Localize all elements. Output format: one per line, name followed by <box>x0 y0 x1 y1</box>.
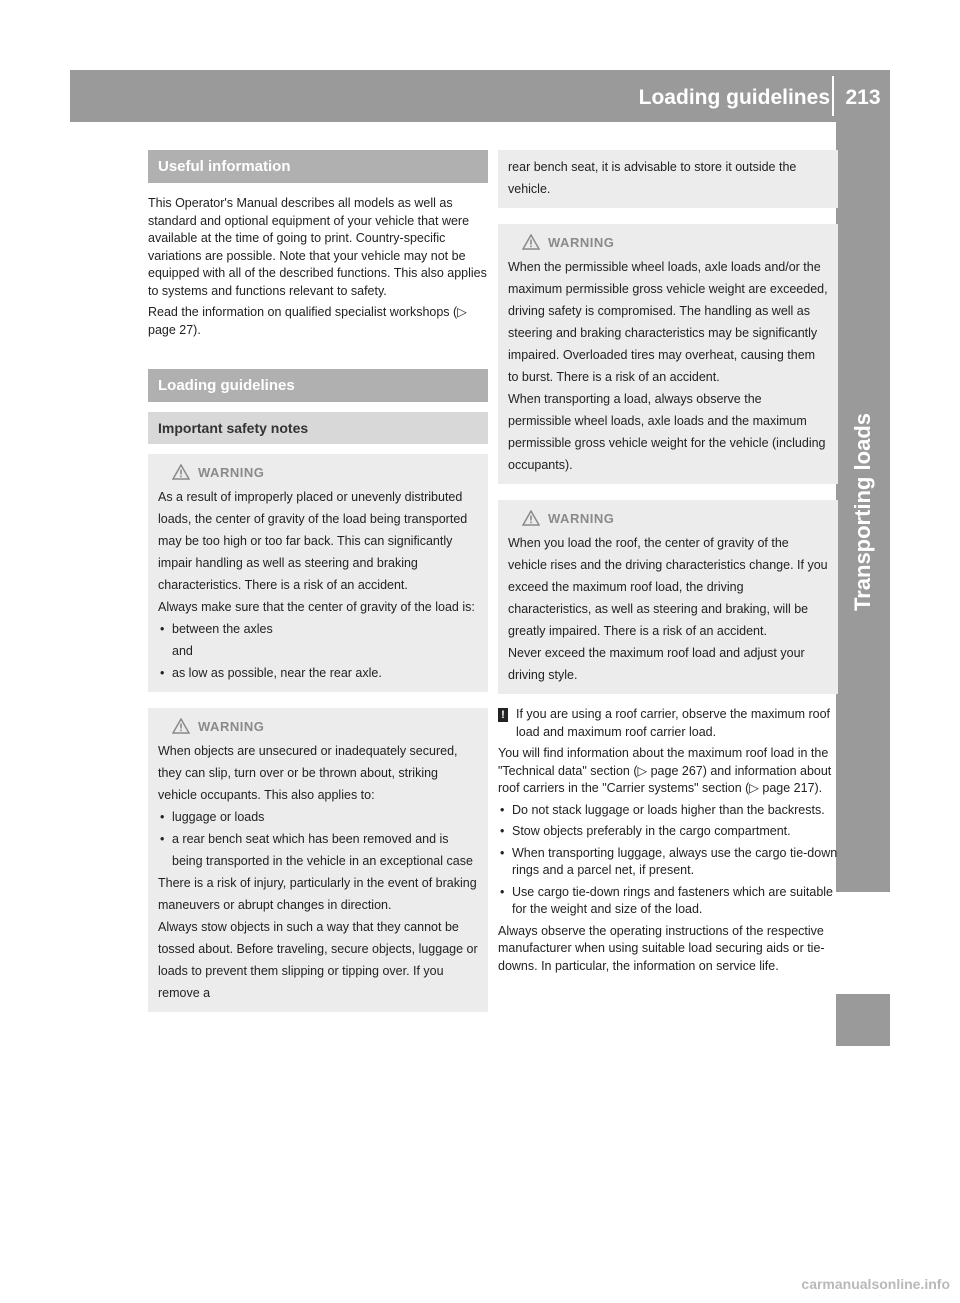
chapter-tab-label: Transporting loads <box>850 412 875 612</box>
bullet: • <box>160 622 165 636</box>
warning-box <box>498 224 838 484</box>
warning-header <box>158 464 478 480</box>
paragraph: Read the information on qualified specialist workshops (▷ page 27). <box>148 305 467 337</box>
list-item: • as low as possible, near the rear axle. <box>158 662 478 684</box>
warning-triangle-icon <box>172 464 190 480</box>
bullet-list <box>158 618 478 684</box>
warning-text: Never exceed the maximum roof load and adjust your driving style. <box>508 646 805 682</box>
warning-text: When transporting a load, always observe the permissible wheel loads, axle loads and the maximum permissible gross vehicle weight for the vehicle (including occupants). <box>508 392 826 472</box>
warning-text: Always make sure that the center of gravity of the load is: <box>158 600 475 614</box>
warning-triangle-icon <box>522 510 540 526</box>
bullet: • <box>500 845 505 860</box>
warning-box <box>148 454 488 692</box>
warning-label: WARNING <box>548 234 615 250</box>
left-column <box>148 150 488 1012</box>
warning-text: When you load the roof, the center of gravity of the vehicle rises and the driving characteristics change. If you exceed the maximum roof load, the driving characteristics, as well as steering and braking, will be greatly impaired. There is a risk of an accident. <box>508 536 828 638</box>
list-item: • Use cargo tie-down rings and fasteners which are suitable for the weight and size of the load. <box>500 884 834 916</box>
list-item: • between the axles <box>158 618 478 640</box>
bullet: • <box>160 832 165 846</box>
warning-label: WARNING <box>198 464 265 480</box>
list-item: • When transporting luggage, always use the cargo tie-down rings and a parcel net, if present. <box>500 845 838 877</box>
warning-box <box>498 500 838 694</box>
bullet: • <box>160 666 165 680</box>
page-number: 213 <box>845 86 881 109</box>
right-column <box>498 150 838 979</box>
warning-text: There is a risk of injury, particularly in the event of braking maneuvers or abrupt changes in direction. <box>158 876 477 912</box>
bullet: • <box>500 884 505 899</box>
warning-header <box>508 234 828 250</box>
list-item: • a rear bench seat which has been removed and is being transported in the vehicle in an exceptional case <box>158 828 478 872</box>
list-item: • Stow objects preferably in the cargo compartment. <box>498 823 838 841</box>
bullet: • <box>500 802 505 817</box>
bullet-list <box>158 806 478 872</box>
warning-triangle-icon <box>522 234 540 250</box>
list-item: • luggage or loads <box>158 806 478 828</box>
warning-label: WARNING <box>198 718 265 734</box>
note <box>498 706 838 741</box>
warning-text: rear bench seat, it is advisable to store it outside the vehicle. <box>508 160 797 196</box>
warning-text: When the permissible wheel loads, axle loads and/or the maximum permissible gross vehicle weight are exceeded, driving safety is compromised. The handling as well as steering and braking characteristics may be significantly impaired. Overloaded tires may overheat, causing them to burst. There is a risk of an accident. <box>508 260 828 384</box>
warning-triangle-icon <box>172 718 190 734</box>
warning-text: As a result of improperly placed or unevenly distributed loads, the center of gravity of the load being transported may be too high or too far back. This can significantly impair handling as well as steering and braking characteristics. There is a risk of an accident. <box>158 490 468 592</box>
paragraph: Always observe the operating instructions of the respective manufacturer when using suitable load securing aids or tie-downs. In particular, the information on service life. <box>498 923 825 973</box>
section-heading-loading-guidelines: Loading guidelines <box>148 369 488 402</box>
bullet-list <box>498 802 838 919</box>
warning-header <box>508 510 828 526</box>
subheading-important-safety-notes: Important safety notes <box>148 412 488 444</box>
note-text: If you are using a roof carrier, observe the maximum roof load and maximum roof carrier load. <box>516 707 831 739</box>
list-item: and <box>172 644 193 658</box>
paragraph: You will find information about the maximum roof load in the "Technical data" section (▷ page 267) and information about roof carriers in the "Carrier systems" section (▷ page 217). <box>498 746 832 795</box>
watermark: carmanualsonline.info <box>801 1276 950 1292</box>
warning-box <box>148 708 488 1012</box>
exclamation-icon: ! <box>498 708 508 722</box>
warning-box-continued <box>498 150 838 208</box>
warning-text: Always stow objects in such a way that they cannot be tossed about. Before traveling, secure objects, luggage or loads to prevent them slipping or tipping over. If you remove a <box>158 920 478 1000</box>
list-item: • Do not stack luggage or loads higher than the backrests. <box>498 802 838 820</box>
side-marker <box>836 994 890 1046</box>
bullet: • <box>500 824 505 838</box>
bullet: • <box>160 810 165 824</box>
header-divider <box>832 76 834 116</box>
section-heading-useful-information: Useful information <box>148 150 488 183</box>
paragraph: This Operator's Manual describes all models as well as standard and optional equipment of your vehicle that were available at the time of going to print. Country-specific variations are possible. Note that your vehicle may not be equipped with all of the described functions. This also applies to systems and functions relevant to safety. <box>148 196 487 298</box>
warning-header <box>158 718 478 734</box>
warning-label: WARNING <box>548 510 615 526</box>
running-header-title: Loading guidelines <box>638 86 830 109</box>
warning-text: When objects are unsecured or inadequately secured, they can slip, turn over or be thrown about, striking vehicle occupants. This also applies to: <box>158 744 458 802</box>
